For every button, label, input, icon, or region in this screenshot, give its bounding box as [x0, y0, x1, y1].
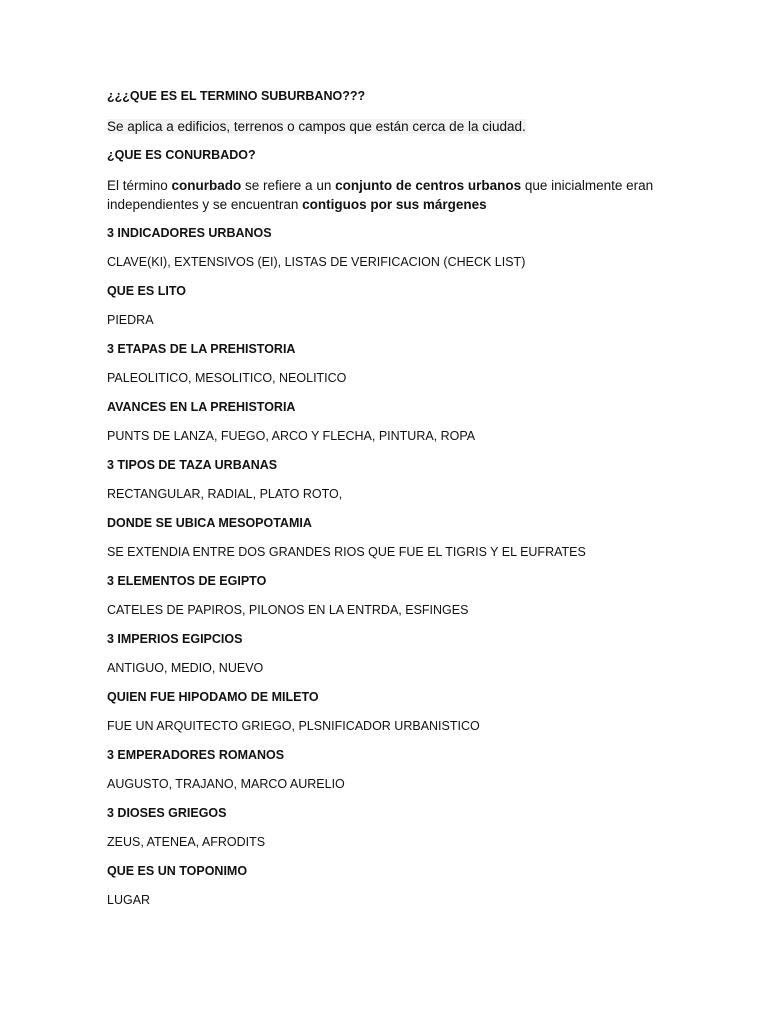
answer-item: RECTANGULAR, RADIAL, PLATO ROTO, — [107, 487, 343, 501]
answer-item: FUE UN ARQUITECTO GRIEGO, PLSNIFICADOR URBANISTICO — [107, 719, 480, 733]
question-conurbado: ¿QUE ES CONURBADO? — [107, 148, 256, 162]
answer-item: PALEOLITICO, MESOLITICO, NEOLITICO — [107, 371, 347, 385]
question-item: 3 EMPERADORES ROMANOS — [107, 748, 285, 762]
question-item: AVANCES EN LA PREHISTORIA — [107, 400, 296, 414]
highlighted-answer: Se aplica a edificios, terrenos o campos que están cerca de la ciudad. — [107, 119, 526, 134]
answer-bold-term: conurbado — [171, 178, 242, 193]
answer-item: ZEUS, ATENEA, AFRODITS — [107, 835, 266, 849]
answer-bold-term: contiguos por sus márgenes — [302, 197, 487, 212]
question-item: 3 INDICADORES URBANOS — [107, 226, 272, 240]
answer-item: PUNTS DE LANZA, FUEGO, ARCO Y FLECHA, PINTURA, ROPA — [107, 429, 476, 443]
question-item: QUE ES LITO — [107, 284, 186, 298]
question-item: QUE ES UN TOPONIMO — [107, 864, 248, 878]
question-item: DONDE SE UBICA MESOPOTAMIA — [107, 516, 312, 530]
question-item: 3 DIOSES GRIEGOS — [107, 806, 227, 820]
answer-bold-term: conjunto de centros urbanos — [335, 178, 522, 193]
answer-item: SE EXTENDIA ENTRE DOS GRANDES RIOS QUE FUE EL TIGRIS Y EL EUFRATES — [107, 545, 586, 559]
answer-suburbano — [107, 117, 707, 136]
answer-item: CLAVE(KI), EXTENSIVOS (EI), LISTAS DE VERIFICACION (CHECK LIST) — [107, 255, 526, 269]
answer-item: PIEDRA — [107, 313, 154, 327]
question-suburbano: ¿¿¿QUE ES EL TERMINO SUBURBANO??? — [107, 89, 366, 103]
question-item: 3 TIPOS DE TAZA URBANAS — [107, 458, 278, 472]
answer-text-part: se refiere a un — [241, 178, 336, 193]
answer-text-part: El término — [107, 178, 172, 193]
answer-item: ANTIGUO, MEDIO, NUEVO — [107, 661, 264, 675]
answer-item: CATELES DE PAPIROS, PILONOS EN LA ENTRDA, ESFINGES — [107, 603, 469, 617]
answer-item: AUGUSTO, TRAJANO, MARCO AURELIO — [107, 777, 345, 791]
answer-text-part: que inicialmente eran independientes y se encuentran — [107, 178, 654, 212]
question-item: 3 ETAPAS DE LA PREHISTORIA — [107, 342, 296, 356]
question-item: QUIEN FUE HIPODAMO DE MILETO — [107, 690, 319, 704]
answer-item: LUGAR — [107, 893, 151, 907]
document-page — [107, 88, 707, 921]
answer-conurbado — [107, 176, 707, 214]
question-item: 3 ELEMENTOS DE EGIPTO — [107, 574, 267, 588]
question-item: 3 IMPERIOS EGIPCIOS — [107, 632, 243, 646]
